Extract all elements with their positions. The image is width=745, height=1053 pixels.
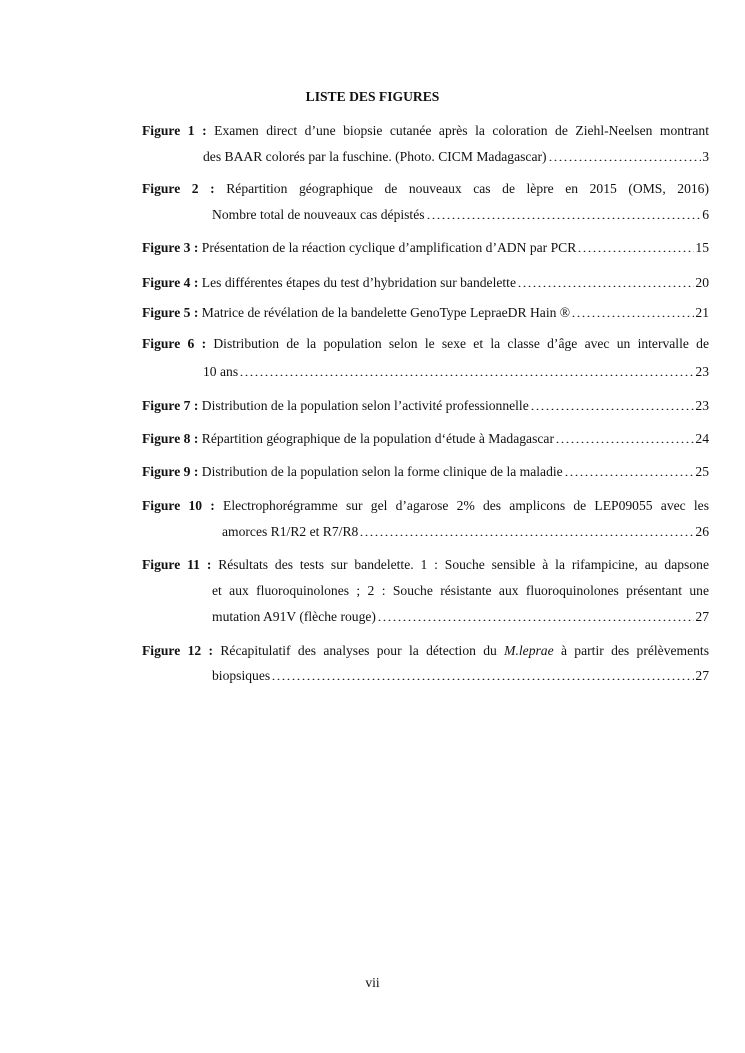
figure-label: Figure 5 : (142, 305, 199, 320)
page-ref: 23 (695, 398, 709, 413)
figure-4-entry (142, 274, 709, 292)
figure-11-entry (142, 556, 709, 574)
figure-text: Répartition géographique de nouveaux cas de lèpre en 2015 (OMS, 2016) (226, 181, 709, 196)
figure-text: Distribution de la population selon l’activité professionnelle (201, 398, 529, 413)
figure-text: des BAAR colorés par la fuschine. (Photo. CICM Madagascar) (203, 149, 547, 164)
page-ref: 26 (695, 524, 709, 539)
figure-label: Figure 9 : (142, 464, 199, 479)
figure-6-entry (142, 335, 709, 353)
figure-2-entry (142, 180, 709, 198)
figure-8-entry (142, 430, 709, 448)
figure-label: Figure 1 : (142, 123, 207, 138)
figure-10-entry (142, 497, 709, 515)
figure-label: Figure 4 : (142, 275, 199, 290)
figure-1-continuation (203, 148, 709, 166)
figure-text: biopsiques (212, 668, 271, 683)
dot-leader (571, 307, 694, 317)
dot-leader (271, 670, 694, 680)
species-name: M.leprae (504, 643, 554, 658)
page-ref: 27 (695, 609, 709, 624)
figure-text: 10 ans (203, 364, 239, 379)
figure-text: Résultats des tests sur bandelette. 1 : Souche sensible à la rifampicine, au dapsone (218, 557, 709, 572)
figure-5-entry (142, 304, 709, 322)
page-number: vii (365, 975, 380, 990)
figure-label: Figure 8 : (142, 431, 199, 446)
figure-12-entry (142, 642, 709, 660)
figure-text: et aux fluoroquinolones ; 2 : Souche résistante aux fluoroquinolones présentant une (212, 583, 709, 598)
dot-leader (517, 277, 694, 287)
figure-text: Récapitulatif des analyses pour la détection du (220, 643, 505, 658)
dot-leader (530, 400, 695, 410)
figure-text: Présentation de la réaction cyclique d’amplification d’ADN par PCR (201, 240, 577, 255)
figure-label: Figure 12 : (142, 643, 214, 658)
figure-2-continuation (212, 206, 709, 224)
page-ref: 3 (702, 149, 709, 164)
figure-text: mutation A91V (flèche rouge) (212, 609, 376, 624)
dot-leader (548, 151, 702, 161)
figure-text: à partir des prélèvements (553, 643, 709, 658)
figure-10-continuation (222, 523, 709, 541)
figure-text: Répartition géographique de la population d‘étude à Madagascar (201, 431, 554, 446)
dot-leader (577, 242, 694, 252)
figure-text: Distribution de la population selon la forme clinique de la maladie (201, 464, 563, 479)
page-ref: 20 (695, 275, 709, 290)
figure-text: Electrophorégramme sur gel d’agarose 2% des amplicons de LEP09055 avec les (223, 498, 709, 513)
figure-12-continuation (212, 667, 709, 685)
figure-label: Figure 7 : (142, 398, 199, 413)
figure-3-entry (142, 239, 709, 257)
page-title: LISTE DES FIGURES (305, 89, 440, 104)
dot-leader (377, 611, 694, 621)
figure-label: Figure 10 : (142, 498, 215, 513)
page-ref: 6 (702, 207, 709, 222)
figure-9-entry (142, 463, 709, 481)
figure-text: Les différentes étapes du test d’hybridation sur bandelette (201, 275, 516, 290)
figure-text: Examen direct d’une biopsie cutanée après la coloration de Ziehl-Neelsen montrant (214, 123, 709, 138)
figure-label: Figure 3 : (142, 240, 199, 255)
page-ref: 21 (695, 305, 709, 320)
figure-text: amorces R1/R2 et R7/R8 (222, 524, 359, 539)
page-ref: 23 (695, 364, 709, 379)
figure-1-entry (142, 122, 709, 140)
dot-leader (564, 466, 695, 476)
figure-text: Matrice de révélation de la bandelette GenoType LepraeDR Hain ® (201, 305, 571, 320)
figure-label: Figure 6 : (142, 336, 207, 351)
figure-11-continuation (212, 582, 709, 600)
figure-11-continuation (212, 608, 709, 626)
dot-leader (555, 433, 694, 443)
figure-text: Nombre total de nouveaux cas dépistés (212, 207, 425, 222)
figure-7-entry (142, 397, 709, 415)
figure-label: Figure 2 : (142, 181, 215, 196)
dot-leader (239, 366, 694, 376)
page-ref: 15 (695, 240, 709, 255)
figure-label: Figure 11 : (142, 557, 212, 572)
figure-text: Distribution de la population selon le sexe et la classe d’âge avec un intervalle de (213, 336, 709, 351)
figure-6-continuation (203, 363, 709, 381)
dot-leader (359, 526, 694, 536)
page-ref: 25 (695, 464, 709, 479)
page-ref: 27 (695, 668, 709, 683)
dot-leader (426, 209, 702, 219)
page-ref: 24 (695, 431, 709, 446)
